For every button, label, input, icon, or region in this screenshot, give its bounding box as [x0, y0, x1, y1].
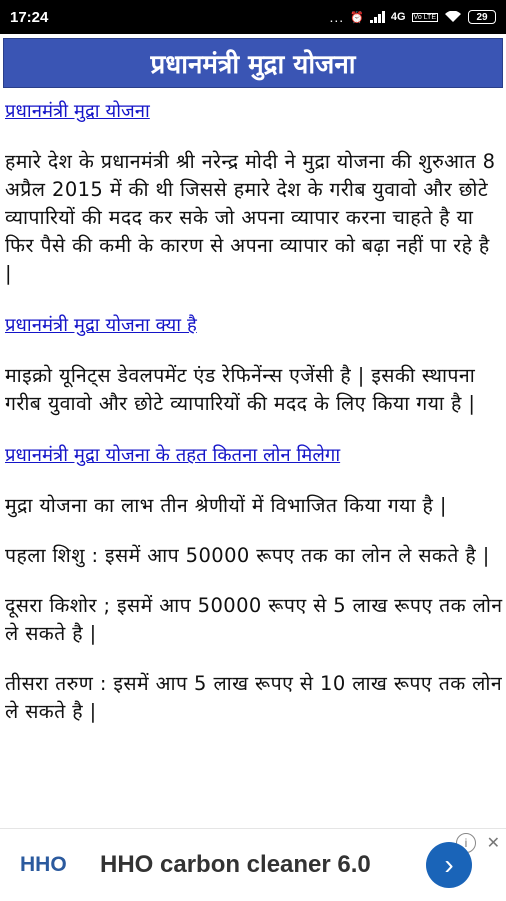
heading-link-1[interactable]: प्रधानमंत्री मुद्रा योजना: [5, 101, 150, 122]
signal-icon: [370, 11, 385, 23]
ad-logo: HHO: [20, 853, 67, 876]
notification-dots: ...: [329, 9, 345, 25]
paragraph-2: माइक्रो यूनिट्स डेवलपमेंट एंड रेफिनेंन्स एजेंसी है | इसकी स्थापना गरीब युवावो और छोटे व्यापारियों की मदद के लिए किया गया है |: [5, 364, 476, 415]
status-bar: [0, 0, 506, 34]
paragraph-6: तीसरा तरुण : इसमें आप 5 लाख रूपए से 10 लाख रूपए तक लोन ले सकते है |: [5, 672, 503, 723]
paragraph-1: हमारे देश के प्रधानमंत्री श्री नरेन्द्र मोदी ने मुद्रा योजना की शुरुआत 8 अप्रैल 2015 में की थी जिससे हमारे देश के गरीब युवावो और छोटे व्यापारियों की मदद कर सके जो अपना व्यापार करना चाहते है या फिर पैसे की कमी के कारण से अपना व्यापार को बढ़ा नहीं पा रहे है |: [5, 150, 496, 285]
ad-info-icon[interactable]: i: [456, 833, 476, 853]
app-title-banner: प्रधानमंत्री मुद्रा योजना: [3, 38, 503, 88]
article-content[interactable]: [5, 96, 503, 828]
paragraph-3: मुद्रा योजना का लाभ तीन श्रेणीयों में विभाजित किया गया है |: [5, 494, 447, 517]
volte-badge: Vo LTE: [413, 13, 436, 21]
paragraph-5: दूसरा किशोर ; इसमें आप 50000 रूपए से 5 लाख रूपए तक लोन ले सकते है |: [5, 594, 503, 645]
heading-link-3[interactable]: प्रधानमंत्री मुद्रा योजना के तहत कितना लोन मिलेगा: [5, 445, 341, 466]
wifi-icon: [444, 11, 462, 23]
status-time: 17:24: [10, 8, 49, 26]
ad-banner[interactable]: [0, 828, 506, 901]
ad-close-icon[interactable]: ✕: [486, 835, 500, 852]
alarm-icon: ⏰: [350, 11, 364, 24]
ad-arrow-button[interactable]: ›: [426, 842, 472, 888]
status-icons: [329, 9, 496, 25]
battery-icon: 29: [468, 10, 496, 24]
heading-link-2[interactable]: प्रधानमंत्री मुद्रा योजना क्या है: [5, 315, 197, 336]
ad-title[interactable]: HHO carbon cleaner 6.0: [100, 851, 371, 878]
network-type: 4G: [390, 11, 406, 23]
paragraph-4: पहला शिशु : इसमें आप 50000 रूपए तक का लोन ले सकते है |: [5, 544, 490, 567]
